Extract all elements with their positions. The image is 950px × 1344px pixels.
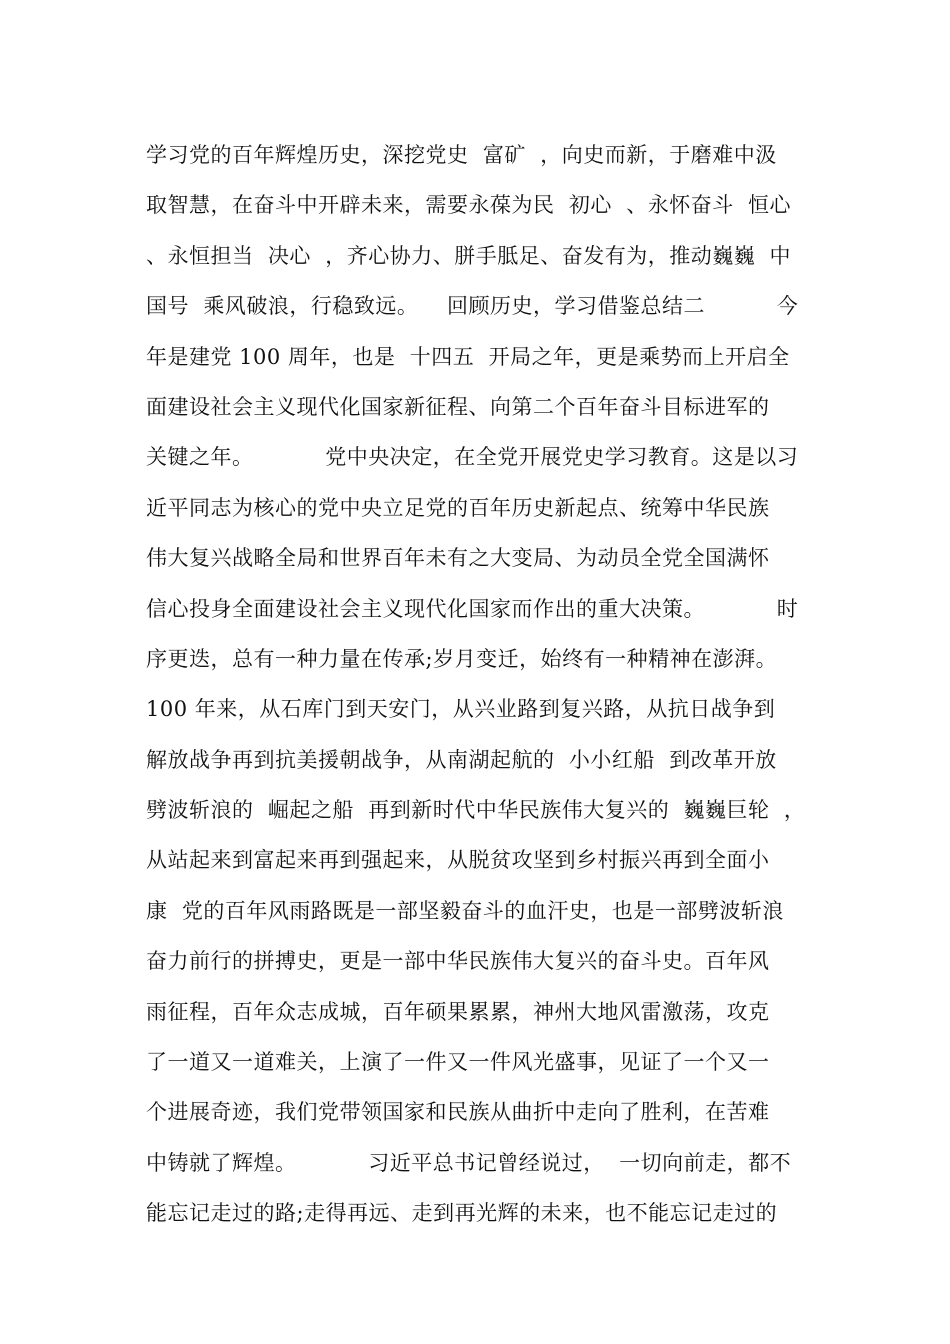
- text-line: 年是建党 100 周年，也是 十四五 开局之年，更是乘势而上开启全: [146, 344, 790, 369]
- text-line: 康 党的百年风雨路既是一部坚毅奋斗的血汗史，也是一部劈波斩浪: [146, 898, 784, 923]
- text-line: 能忘记走过的路;走得再远、走到再光辉的未来，也不能忘记走过的: [146, 1201, 778, 1226]
- text-line: 了一道又一道难关，上演了一件又一件风光盛事，见证了一个又一: [146, 1050, 770, 1075]
- text-line: 学习党的百年辉煌历史，深挖党史 富矿 ，向史而新，于磨难中汲: [146, 143, 777, 167]
- text-line: 雨征程，百年众志成城，百年硕果累累，神州大地风雷激荡，攻克: [146, 999, 770, 1024]
- text-line: 100 年来，从石库门到天安门，从兴业路到复兴路，从抗日战争到: [146, 697, 776, 722]
- text-line: 取智慧，在奋斗中开辟未来，需要永葆为民 初心 、永怀奋斗 恒心: [146, 193, 792, 218]
- text-line: 国号 乘风破浪，行稳致远。 回顾历史，学习借鉴总结二 今: [146, 294, 799, 319]
- text-line: 面建设社会主义现代化国家新征程、向第二个百年奋斗目标进军的: [146, 394, 770, 419]
- text-line: 个进展奇迹，我们党带领国家和民族从曲折中走向了胜利，在苦难: [146, 1100, 770, 1125]
- body-text: [146, 130, 826, 1239]
- text-line: 序更迭，总有一种力量在传承;岁月变迁，始终有一种精神在澎湃。: [146, 646, 778, 671]
- text-line: 中铸就了辉煌。 习近平总书记曾经说过， 一切向前走，都不: [146, 1150, 792, 1175]
- text-line: 从站起来到富起来再到强起来，从脱贫攻坚到乡村振兴再到全面小: [146, 848, 770, 873]
- text-line: 劈波斩浪的 崛起之船 再到新时代中华民族伟大复兴的 巍巍巨轮 ，: [146, 798, 806, 823]
- text-line: 近平同志为核心的党中央立足党的百年历史新起点、统筹中华民族: [146, 495, 770, 520]
- text-line: 信心投身全面建设社会主义现代化国家而作出的重大决策。 时: [146, 596, 799, 621]
- text-line: 奋力前行的拼搏史，更是一部中华民族伟大复兴的奋斗史。百年风: [146, 949, 770, 974]
- text-line: 伟大复兴战略全局和世界百年未有之大变局、为动员全党全国满怀: [146, 546, 770, 571]
- text-line: 、永恒担当 决心 ，齐心协力、胼手胝足、奋发有为，推动巍巍 中: [146, 243, 792, 268]
- text-line: 关键之年。 党中央决定，在全党开展党史学习教育。这是以习: [146, 445, 799, 470]
- text-line: 解放战争再到抗美援朝战争，从南湖起航的 小小红船 到改革开放: [146, 747, 777, 772]
